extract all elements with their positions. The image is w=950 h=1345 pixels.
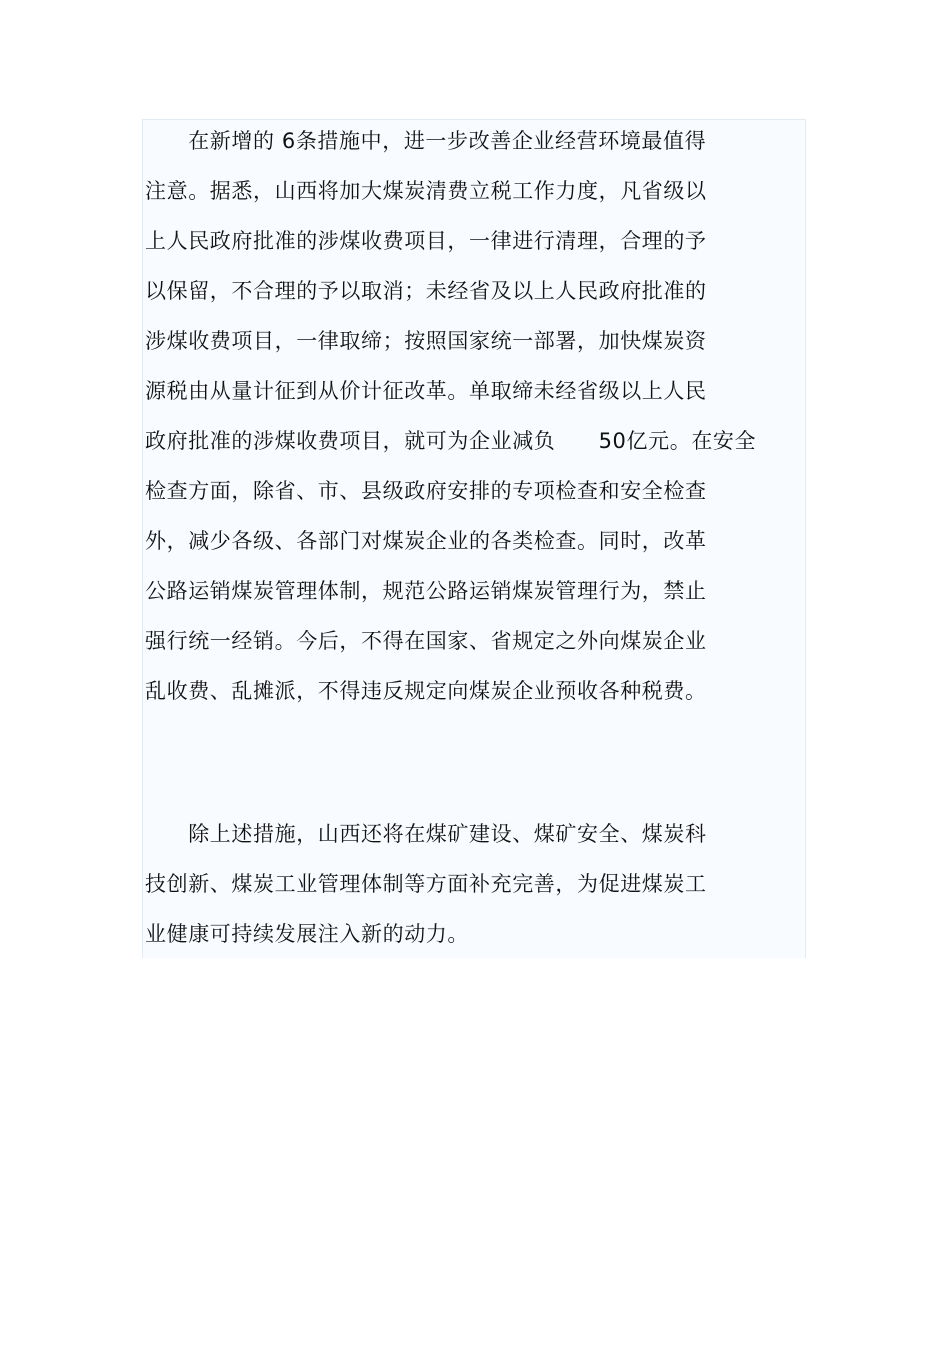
article-text-box — [142, 119, 806, 958]
paragraph-1-line-8: 检查方面，除省、市、县级政府安排的专项检查和安全检查 — [145, 479, 707, 503]
paragraph-1-line-9: 外，减少各级、各部门对煤炭企业的各类检查。同时，改革 — [145, 529, 707, 553]
paragraph-1-line-6: 源税由从量计征到从价计征改革。单取缔未经省级以上人民 — [145, 379, 707, 403]
paragraph-1-line-11: 强行统一经销。今后，不得在国家、省规定之外向煤炭企业 — [145, 629, 707, 653]
paragraph-1-line-2: 注意。据悉，山西将加大煤炭清费立税工作力度，凡省级以 — [145, 179, 707, 203]
paragraph-1-line-12: 乱收费、乱摊派，不得违反规定向煤炭企业预收各种税费。 — [145, 679, 707, 703]
paragraph-1-line-5: 涉煤收费项目，一律取缔；按照国家统一部署，加快煤炭资 — [145, 329, 707, 353]
paragraph-1-line-4: 以保留，不合理的予以取消；未经省及以上人民政府批准的 — [145, 279, 707, 303]
paragraph-1-line-7: 政府批准的涉煤收费项目，就可为企业减负 50亿元。在安全 — [145, 429, 757, 453]
paragraph-1-line-1: 在新增的 6条措施中，进一步改善企业经营环境最值得 — [145, 129, 707, 153]
paragraph-2-line-1: 除上述措施，山西还将在煤矿建设、煤矿安全、煤炭科 — [145, 822, 707, 846]
paragraph-1-line-10: 公路运销煤炭管理体制，规范公路运销煤炭管理行为，禁止 — [145, 579, 707, 603]
paragraph-1-line-3: 上人民政府批准的涉煤收费项目，一律进行清理，合理的予 — [145, 229, 707, 253]
paragraph-2-line-3: 业健康可持续发展注入新的动力。 — [145, 922, 469, 946]
paragraph-2-line-2: 技创新、煤炭工业管理体制等方面补充完善，为促进煤炭工 — [145, 872, 707, 896]
